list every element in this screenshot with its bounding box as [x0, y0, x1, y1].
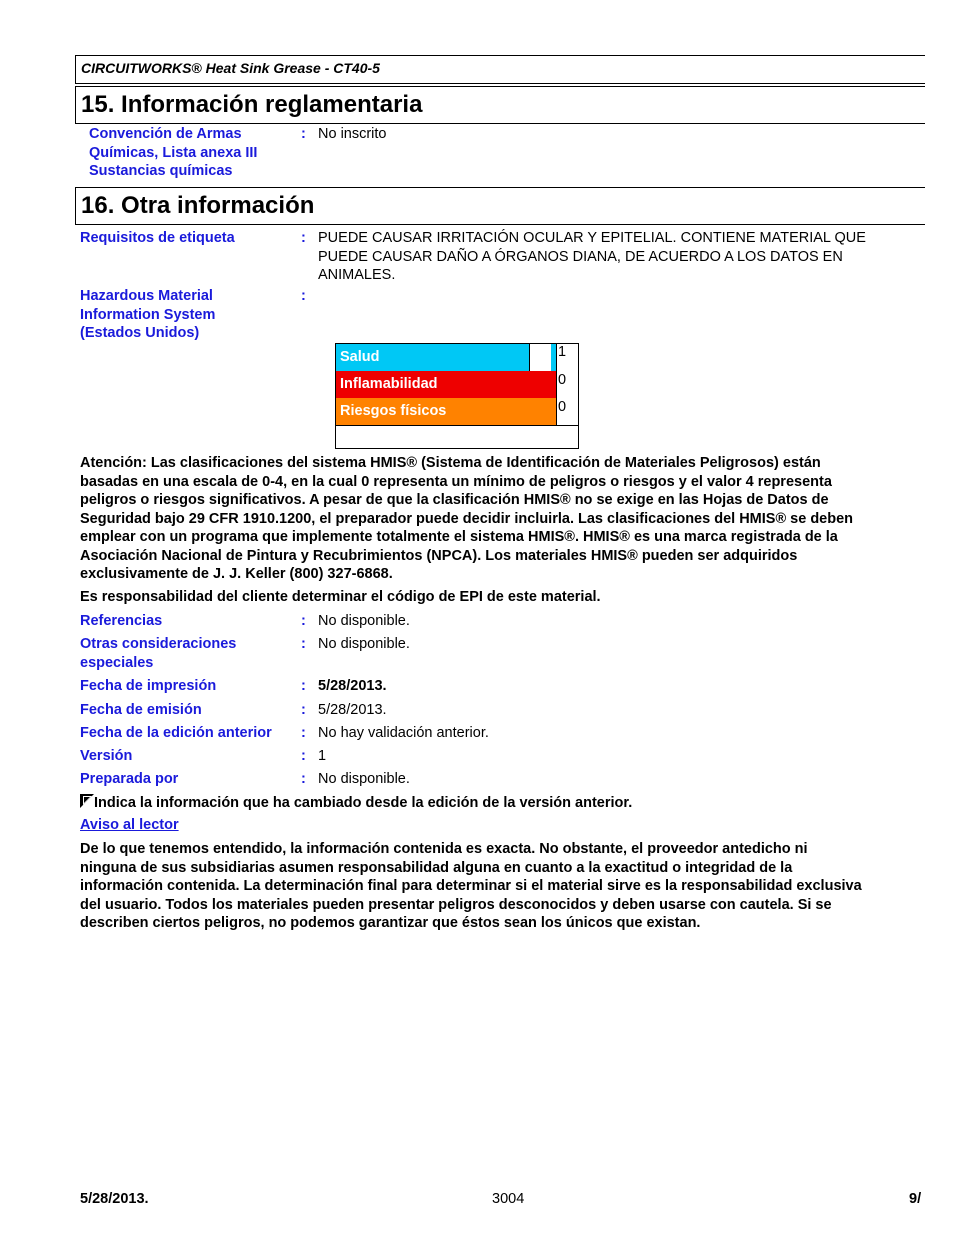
colon: :: [301, 771, 306, 787]
chemical-weapons-value: No inscrito: [318, 126, 387, 142]
previous-edition-value: No hay validación anterior.: [318, 725, 489, 741]
print-date-value: 5/28/2013.: [318, 678, 387, 694]
section-16-title: 16. Otra información: [81, 192, 315, 219]
label-requirements-label: Requisitos de etiqueta: [80, 230, 235, 246]
colon: :: [301, 288, 306, 304]
hmis-rating-box: [335, 343, 579, 449]
hmis-label: Hazardous Material Information System (Estados Unidos): [80, 288, 216, 341]
references-value: No disponible.: [318, 613, 410, 629]
hmis-flammability-value: 0: [558, 372, 567, 388]
other-considerations-value: No disponible.: [318, 636, 410, 652]
footer-date: 5/28/2013.: [80, 1191, 149, 1207]
hmis-bottom-rule: [336, 425, 578, 426]
colon: :: [301, 678, 306, 694]
hmis-physical-row: Riesgos físicos: [336, 398, 556, 425]
hmis-divider: [556, 344, 557, 426]
hmis-chronic-cell: [529, 344, 551, 371]
notice-to-reader-link[interactable]: Aviso al lector: [80, 817, 179, 833]
change-marker-icon: [80, 794, 94, 808]
label-requirements-value: PUEDE CAUSAR IRRITACIÓN OCULAR Y EPITELIAL. CONTIENE MATERIAL QUE PUEDE CAUSAR DAÑO A ÓRGANOS DIANA, DE ACUERDO A LOS DATOS EN ANIMALES.: [318, 230, 866, 283]
ppe-statement: Es responsabilidad del cliente determinar el código de EPI de este material.: [80, 589, 601, 605]
colon: :: [301, 748, 306, 764]
hmis-physical-value: 0: [558, 399, 567, 415]
document-header: [75, 55, 925, 84]
prepared-by-value: No disponible.: [318, 771, 410, 787]
colon: :: [301, 126, 306, 142]
version-value: 1: [318, 748, 327, 764]
hmis-flammability-row: Inflamabilidad: [336, 371, 556, 398]
references-label: Referencias: [80, 613, 163, 629]
hmis-attention-paragraph: Atención: Las clasificaciones del sistema HMIS® (Sistema de Identificación de Materiales Peligrosos) están basadas en una escala de 0-4, en la cual 0 representa un mínimo de peligros o riesgos y el valor 4 representa peligros o riesgos significativos. A pesar de que la clasificación HMIS® no se exige en las Hojas de Datos de Seguridad bajo 29 CFR 1910.1200, el preparador puede decidir incluirla. Las clasificaciones del HMIS® se deben emplear con un programa que implemente totalmente el sistema HMIS®. HMIS® es una marca registrada de la Asociación Nacional de Pintura y Recubrimientos (NPCA). Los materiales HMIS® pueden ser adquiridos exclusivamente de J. J. Keller (800) 327-6868.: [80, 455, 854, 582]
product-name: CIRCUITWORKS® Heat Sink Grease - CT40-5: [81, 60, 380, 76]
notice-paragraph: De lo que tenemos entendido, la información contenida es exacta. No obstante, el proveedor antedicho ni ninguna de sus subsidiarias asumen responsabilidad alguna en cuanto a la exactitud o integridad de la información contenida. La determinación final para determinar si el material sirve es la responsabilidad exclusiva del usuario. Todos los materiales pueden presentar peligros desconocidos y deben usarse con cautela. Si se describen ciertos peligros, no podemos garantizar que éstos sean los únicos que existan.: [80, 841, 862, 931]
section-16-header: [75, 187, 925, 225]
colon: :: [301, 230, 306, 246]
issue-date-value: 5/28/2013.: [318, 702, 387, 718]
hmis-health-row: Salud: [336, 344, 529, 371]
colon: :: [301, 702, 306, 718]
previous-edition-label: Fecha de la edición anterior: [80, 725, 272, 741]
colon: :: [301, 636, 306, 652]
print-date-label: Fecha de impresión: [80, 678, 217, 694]
chemical-weapons-label: Convención de Armas Químicas, Lista anexa III Sustancias químicas: [89, 126, 258, 179]
colon: :: [301, 725, 306, 741]
footer-code: 3004: [492, 1191, 525, 1207]
other-considerations-label: Otras consideraciones especiales: [80, 636, 237, 671]
colon: :: [301, 613, 306, 629]
hmis-health-value: 1: [558, 344, 567, 360]
issue-date-label: Fecha de emisión: [80, 702, 202, 718]
section-15-title: 15. Información reglamentaria: [81, 91, 423, 118]
prepared-by-label: Preparada por: [80, 771, 179, 787]
changed-note: Indica la información que ha cambiado desde la edición de la versión anterior.: [80, 794, 632, 813]
footer-page-number: 9/: [909, 1191, 922, 1207]
version-label: Versión: [80, 748, 133, 764]
section-15-header: [75, 86, 925, 124]
